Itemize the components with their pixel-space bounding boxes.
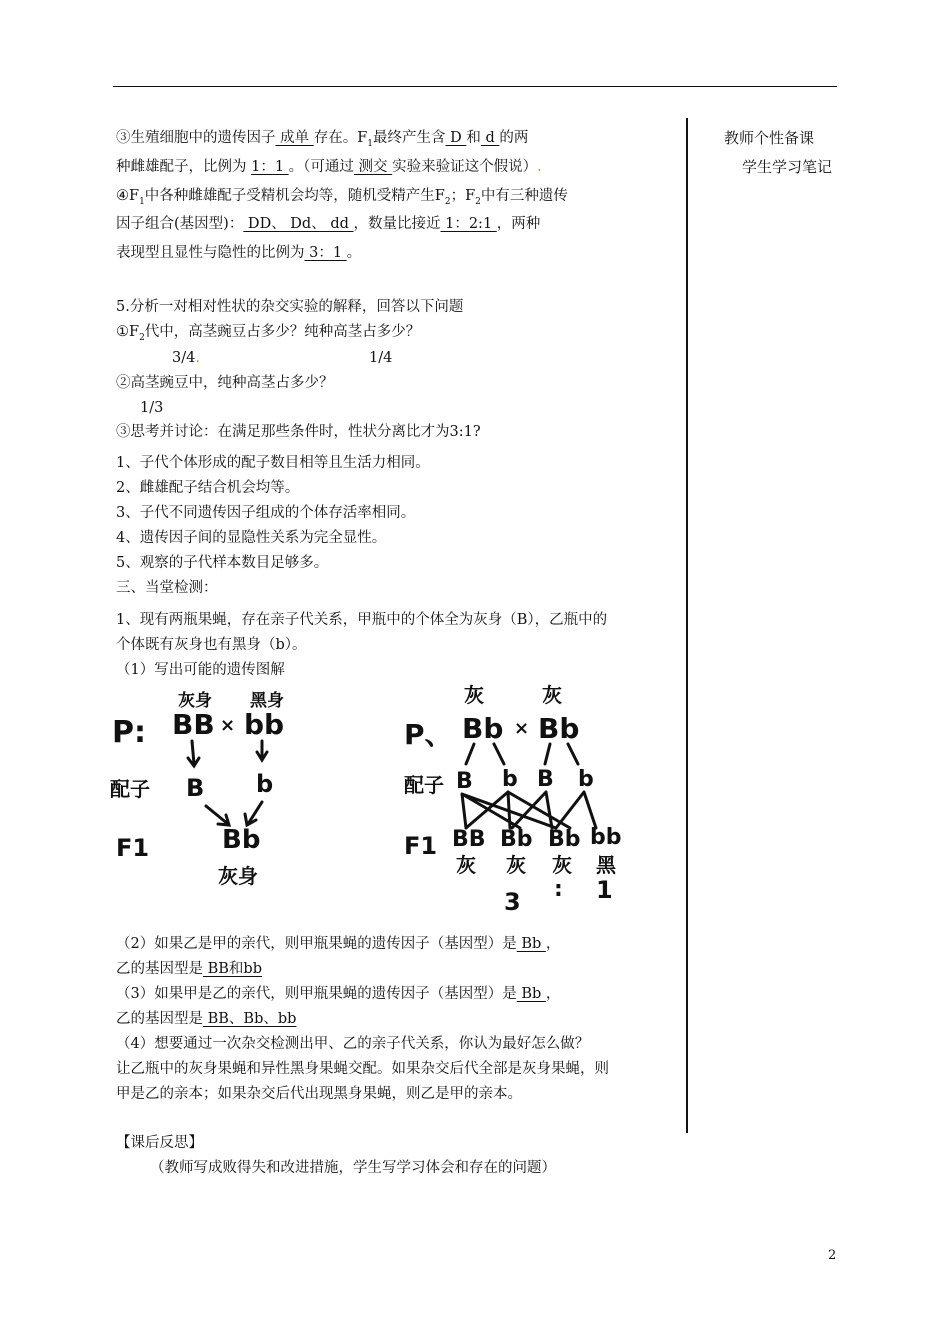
fertilization-line: $④F_1$中各种雌雄配子受精机会均等，随机受精产生$F_2$；$F_2$中有三种遗传: [116, 188, 568, 207]
condition-item: 2、雌雄配子结合机会均等。: [116, 480, 300, 496]
ratio-left: 3: [504, 888, 521, 916]
parent-left: BB: [172, 708, 215, 741]
subquestion-4: （4）想要通过一次杂交检测出甲、乙的亲子代关系，你认为最好怎么做？: [116, 1036, 590, 1052]
offspring: Bb: [548, 827, 581, 852]
subquestion-3: （3）如果甲是乙的亲代，则甲瓶果蝇的遗传因子（基因型）是 Bb ，: [116, 986, 561, 1002]
parent-right: bb: [244, 708, 285, 741]
phenotype-line: 表现型且显性与隐性的比例为 3：1 。: [116, 245, 362, 261]
reflection-note: （教师写成败得失和改进措施，学生写学习体会和存在的问题）: [150, 1160, 556, 1176]
condition-item: 3、子代不同遗传因子组成的个体存活率相同。: [116, 505, 416, 521]
question-2: ②高茎豌豆中，纯种高茎占多少？: [116, 375, 334, 391]
arrow: [494, 744, 504, 764]
top-rule: [113, 86, 837, 87]
blank-ratio: 1：1: [251, 159, 289, 175]
question-3: ③思考并讨论：在满足那些条件时，性状分离比才为3:1?: [116, 424, 481, 440]
row-f1: F1: [116, 834, 150, 862]
offspring: Bb: [500, 827, 533, 852]
condition-item: 1、子代个体形成的配子数目相等且生活力相同。: [116, 455, 430, 471]
section5-title: 5.分析一对相对性状的杂交实验的解释，回答以下问题: [116, 299, 464, 315]
cross-diagram-2: [400, 678, 635, 918]
cross-sign: ×: [514, 718, 530, 739]
arrow: [568, 744, 578, 764]
problem-1-line-1: 1、现有两瓶果蝇，存在亲子代关系，甲瓶中的个体全为灰身（B），乙瓶中的: [116, 612, 608, 628]
label-gray: 灰身: [178, 691, 212, 711]
ratio-sep: :: [554, 877, 563, 902]
label-gray-left: 灰: [464, 683, 484, 707]
answer-1-right: 1/4: [369, 350, 393, 366]
parent-right: Bb: [538, 712, 580, 745]
blank-d: d: [480, 130, 500, 146]
offspring-label: 灰身: [218, 864, 258, 888]
subquestion-2: （2）如果乙是甲的亲代，则甲瓶果蝇的遗传因子（基因型）是 Bb ，: [116, 936, 561, 952]
ratio-right: 1: [596, 876, 613, 904]
problem-1-line-2: 个体既有灰身也有黑身（b）。: [116, 637, 307, 653]
answer-4-line-2: 甲是乙的亲本；如果杂交后代出现黑身果蝇，则乙是甲的亲本。: [116, 1086, 522, 1102]
blank-single: 成单: [275, 130, 314, 146]
arrow: [192, 741, 194, 764]
phenotype: 灰: [456, 853, 476, 877]
answer-2: 1/3: [140, 400, 164, 416]
blank-D: D: [445, 130, 467, 146]
blank-jia-genotype: Bb: [516, 936, 546, 952]
answer-1-left: 3/4.: [172, 350, 200, 366]
label-black: 黑身: [250, 691, 284, 711]
blank-jia-genotype-2: Bb: [516, 986, 546, 1002]
phenotype: 灰: [552, 853, 572, 877]
offspring: Bb: [222, 825, 261, 855]
parent-left: Bb: [462, 712, 504, 745]
gamete: B: [456, 769, 473, 794]
blank-testcross: 测交: [353, 159, 393, 175]
genotype-line: 因子组合(基因型)： DD、 Dd、 dd ，数量比接近 1：2:1 ，两种: [116, 216, 541, 232]
arrow: [466, 744, 474, 764]
gamete-ratio-line: 种雌雄配子，比例为 1：1 。（可通过 测交 实验来验证这个假说）.: [116, 159, 542, 175]
cross-diagram-1: [110, 686, 370, 901]
row-p: P、: [404, 718, 453, 751]
offspring: bb: [590, 825, 622, 850]
student-note-label: 学生学习笔记: [741, 158, 832, 176]
pairing-lines: [462, 792, 596, 828]
blank-genotypes: DD、 Dd、 dd: [243, 216, 354, 232]
row-gamete: 配子: [404, 773, 444, 797]
column-divider: [686, 118, 688, 1133]
blank-yi-genotype-2: BB、Bb、bb: [203, 1011, 297, 1027]
offspring: BB: [452, 827, 486, 852]
row-f1: F1: [404, 832, 438, 860]
page-number: 2: [828, 1248, 837, 1263]
condition-item: 5、观察的子代样本数目足够多。: [116, 555, 329, 571]
subquestion-3-yi: 乙的基因型是 BB、Bb、bb: [116, 1011, 297, 1027]
reflection-heading: 【课后反思】: [116, 1135, 203, 1151]
blank-phenotype-ratio: 3：1: [304, 245, 347, 261]
teacher-note-label: 教师个性备课: [723, 129, 814, 147]
gamete-left: B: [186, 774, 205, 802]
subquestion-2-yi: 乙的基因型是 BB和bb: [116, 961, 262, 977]
arrow: [545, 744, 550, 764]
gamete-factor-line: ③生殖细胞中的遗传因子 成单 存在。$F_1$最终产生含 D 和 d 的两: [116, 130, 529, 149]
question-1: $①F_2$代中，高茎豌豆占多少？纯种高茎占多少？: [116, 324, 421, 343]
label-gray-right: 灰: [542, 683, 562, 707]
subquestion-1: （1）写出可能的遗传图解: [116, 662, 285, 678]
gamete: b: [502, 767, 518, 792]
blank-genotype-ratio: 1：2:1: [440, 216, 497, 232]
row-gamete: 配子: [110, 777, 150, 801]
row-p: P:: [112, 715, 146, 750]
phenotype: 黑: [596, 853, 616, 877]
blank-yi-genotype: BB和bb: [203, 961, 262, 977]
answer-4-line-1: 让乙瓶中的灰身果蝇和异性黑身果蝇交配。如果杂交后代全部是灰身果蝇，则: [116, 1061, 609, 1077]
condition-item: 4、遗传因子间的显隐性关系为完全显性。: [116, 530, 387, 546]
gamete: b: [578, 767, 594, 792]
check-heading: 三、当堂检测：: [116, 580, 218, 596]
gamete-right: b: [256, 770, 274, 798]
cross-sign: ×: [220, 715, 236, 736]
phenotype: 灰: [506, 853, 526, 877]
gamete: B: [537, 767, 554, 792]
